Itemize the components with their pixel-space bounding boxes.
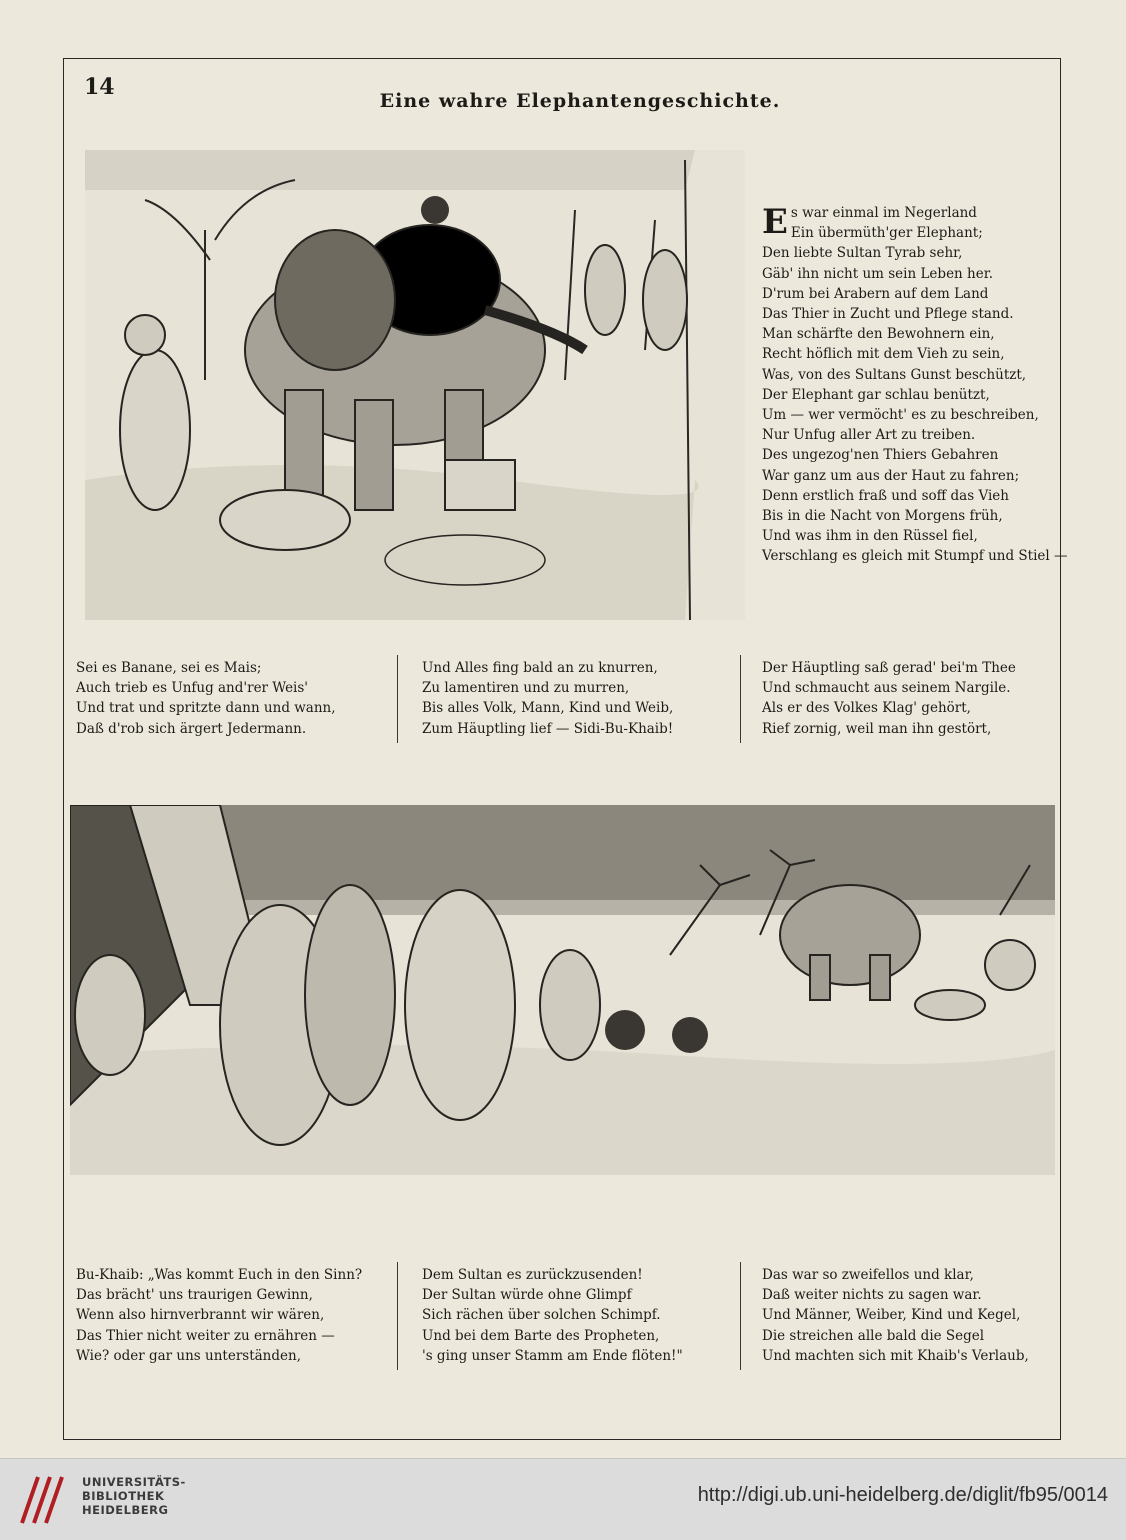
verse-line: Die streichen alle bald die Segel	[762, 1327, 985, 1344]
column-rule	[740, 655, 741, 743]
dropcap-letter: E	[762, 202, 788, 242]
verse-line: Der Häuptling saß gerad' bei'm Thee	[762, 660, 1016, 676]
intro-verse	[762, 202, 1068, 567]
verse-line: D'rum bei Arabern auf dem Land	[762, 285, 989, 302]
middle-verse-col-2	[422, 658, 673, 739]
verse-line: Daß d'rob sich ärgert Jedermann.	[76, 720, 307, 737]
verse-line: Wenn also hirnverbrannt wir wären,	[76, 1307, 325, 1324]
verse-line: Das Thier nicht weiter zu ernähren —	[76, 1327, 335, 1344]
verse-line: 's ging unser Stamm am Ende flöten!"	[422, 1347, 683, 1364]
bottom-verse-col-2	[422, 1265, 683, 1366]
verse-line: Und trat und spritzte dann und wann,	[76, 700, 336, 717]
verse-line: Und schmaucht aus seinem Nargile.	[762, 680, 1011, 697]
page-number: 14	[84, 74, 115, 100]
verse-line: Was, von des Sultans Gunst beschützt,	[762, 366, 1027, 383]
library-logo-icon	[18, 1473, 70, 1527]
verse-line: Bis alles Volk, Mann, Kind und Weib,	[422, 700, 674, 717]
middle-verse-col-1	[76, 658, 336, 739]
verse-line: War ganz um aus der Haut zu fahren;	[762, 467, 1020, 484]
verse-line: Und Alles fing bald an zu knurren,	[422, 660, 658, 676]
verse-line: Man schärfte den Bewohnern ein,	[762, 326, 995, 343]
verse-line: Dem Sultan es zurückzusenden!	[422, 1267, 643, 1283]
verse-line: Zu lamentiren und zu murren,	[422, 680, 630, 697]
library-footer	[0, 1458, 1126, 1540]
verse-line: Verschlang es gleich mit Stumpf und Stiel —	[762, 548, 1068, 565]
verse-line: Gäb' ihn nicht um sein Leben her.	[762, 265, 993, 282]
bottom-verse-col-1	[76, 1265, 362, 1366]
verse-line: Und Männer, Weiber, Kind und Kegel,	[762, 1307, 1021, 1324]
verse-line: Recht höflich mit dem Vieh zu sein,	[762, 346, 1005, 363]
bottom-verse-col-3	[762, 1265, 1029, 1366]
logo-line: BIBLIOTHEK	[82, 1489, 165, 1503]
verse-line: Ein übermüth'ger Elephant;	[790, 225, 983, 242]
logo-line: UNIVERSITÄTS-	[82, 1475, 186, 1489]
top-illustration	[85, 150, 745, 620]
column-rule	[740, 1262, 741, 1370]
verse-line: Das brächt' uns traurigen Gewinn,	[76, 1287, 313, 1304]
verse-line: Sei es Banane, sei es Mais;	[76, 660, 262, 676]
verse-line: Bis in die Nacht von Morgens früh,	[762, 508, 1003, 525]
verse-line: Um — wer vermöcht' es zu beschreiben,	[762, 407, 1039, 424]
verse-line: Auch trieb es Unfug and'rer Weis'	[76, 680, 309, 697]
verse-line: Und bei dem Barte des Propheten,	[422, 1327, 660, 1344]
column-rule	[397, 1262, 398, 1370]
verse-line: Rief zornig, weil man ihn gestört,	[762, 720, 992, 737]
elephant-illustration	[85, 150, 745, 620]
verse-line: Daß weiter nichts zu sagen war.	[762, 1287, 982, 1304]
middle-verse-col-3	[762, 658, 1016, 739]
verse-line: Und machten sich mit Khaib's Verlaub,	[762, 1347, 1029, 1364]
verse-line: Denn erstlich fraß und soff das Vieh	[762, 487, 1009, 504]
verse-line: s war einmal im Negerland	[790, 205, 977, 221]
column-rule	[397, 655, 398, 743]
verse-line: Als er des Volkes Klag' gehört,	[762, 700, 971, 717]
page-title: Eine wahre Elephantengeschichte.	[379, 90, 781, 112]
fleeing-villagers-illustration	[70, 805, 1055, 1175]
bottom-illustration	[70, 805, 1055, 1175]
verse-line: Das Thier in Zucht und Pflege stand.	[762, 306, 1014, 323]
verse-line: Des ungezog'nen Thiers Gebahren	[762, 447, 999, 464]
logo-line: HEIDELBERG	[82, 1503, 169, 1517]
verse-line: Und was ihm in den Rüssel fiel,	[762, 528, 978, 545]
verse-line: Wie? oder gar uns unterständen,	[76, 1347, 301, 1364]
verse-line: Der Elephant gar schlau benützt,	[762, 386, 990, 403]
verse-line: Bu-Khaib: „Was kommt Euch in den Sinn?	[76, 1267, 363, 1283]
verse-line: Zum Häuptling lief — Sidi-Bu-Khaib!	[422, 720, 674, 737]
verse-line: Sich rächen über solchen Schimpf.	[422, 1307, 661, 1324]
verse-line: Der Sultan würde ohne Glimpf	[422, 1287, 632, 1304]
verse-line: Nur Unfug aller Art zu treiben.	[762, 427, 976, 444]
library-logo-text	[82, 1475, 186, 1517]
verse-line: Den liebte Sultan Tyrab sehr,	[762, 245, 963, 262]
verse-line: Das war so zweifellos und klar,	[762, 1267, 974, 1283]
source-url-link[interactable]: http://digi.ub.uni-heidelberg.de/diglit/fb95/0014	[697, 1484, 1108, 1506]
